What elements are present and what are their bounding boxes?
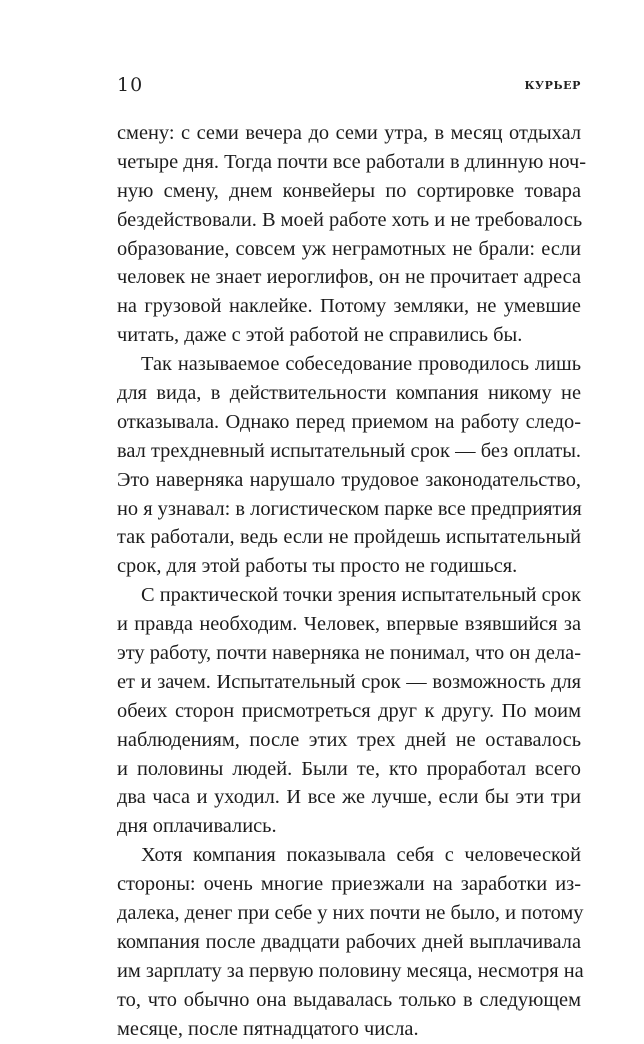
text-line: ет и зачем. Испытательный срок — возможность для	[117, 670, 581, 693]
text-line: срок, для этой работы ты просто не годишься.	[117, 555, 518, 578]
text-line: эту работу, почти наверняка не понимал, что он дела-	[117, 642, 581, 665]
text-line: Хотя компания показывала себя с человеческой	[141, 844, 581, 867]
text-line: обеих сторон присмотреться друг к другу. По моим	[117, 699, 581, 722]
paragraph	[117, 841, 584, 1043]
page-number: 10	[117, 74, 144, 96]
text-line: дня оплачивались.	[117, 815, 277, 838]
text-line: так работали, ведь если не пройдешь испытательный	[117, 526, 581, 549]
text-line: два часа и уходил. И все же лучше, если бы эти три	[117, 786, 581, 809]
text-line: Так называемое собеседование проводилось лишь	[141, 353, 581, 376]
text-line: образование, совсем уж неграмотных не брали: если	[117, 237, 581, 260]
paragraph	[117, 581, 581, 841]
text-line: то, что обычно она выдавалась только в следующем	[117, 988, 581, 1011]
text-line: С практической точки зрения испытательный срок	[141, 584, 582, 607]
text-line: и правда необходим. Человек, впервые взявшийся за	[117, 613, 581, 636]
body-text	[117, 119, 587, 1044]
text-line: и половины людей. Были те, кто проработал всего	[117, 757, 581, 780]
text-line: стороны: очень многие приезжали на заработки из-	[117, 873, 581, 896]
text-line: Это наверняка нарушало трудовое законодательство,	[117, 468, 581, 491]
paragraph	[117, 119, 587, 350]
text-line: читать, даже с этой работой не справились бы.	[117, 324, 523, 347]
text-line: для вида, в действительности компания никому не	[117, 382, 581, 405]
text-line: человек не знает иероглифов, он не прочитает адреса	[117, 266, 581, 289]
text-line: вал трехдневный испытательный срок — без оплаты.	[117, 439, 581, 462]
text-line: но я узнавал: в логистическом парке все предприятия	[117, 497, 582, 520]
text-line: бездействовали. В моей работе хоть и не требовалось	[117, 208, 583, 231]
text-line: четыре дня. Тогда почти все работали в длинную ноч-	[117, 150, 587, 173]
text-line: далека, денег при себе у них почти не было, и потому	[117, 902, 584, 925]
paragraph	[117, 350, 581, 581]
text-line: компания после двадцати рабочих дней выплачивала	[117, 930, 581, 953]
text-line: на грузовой наклейке. Потому земляки, не умевшие	[117, 295, 581, 318]
text-line: наблюдениям, после этих трех дней не оставалось	[117, 728, 581, 751]
running-title: КУРЬЕР	[524, 79, 581, 92]
running-head	[117, 74, 581, 104]
text-line: ную смену, днем конвейеры по сортировке товара	[117, 179, 581, 202]
text-line: отказывала. Однако перед приемом на работу следо-	[117, 410, 581, 433]
text-line: смену: с семи вечера до семи утра, в месяц отдыхал	[117, 122, 581, 144]
text-line: им зарплату за первую половину месяца, несмотря на	[117, 959, 584, 982]
text-line: месяце, после пятнадцатого числа.	[117, 1017, 419, 1040]
